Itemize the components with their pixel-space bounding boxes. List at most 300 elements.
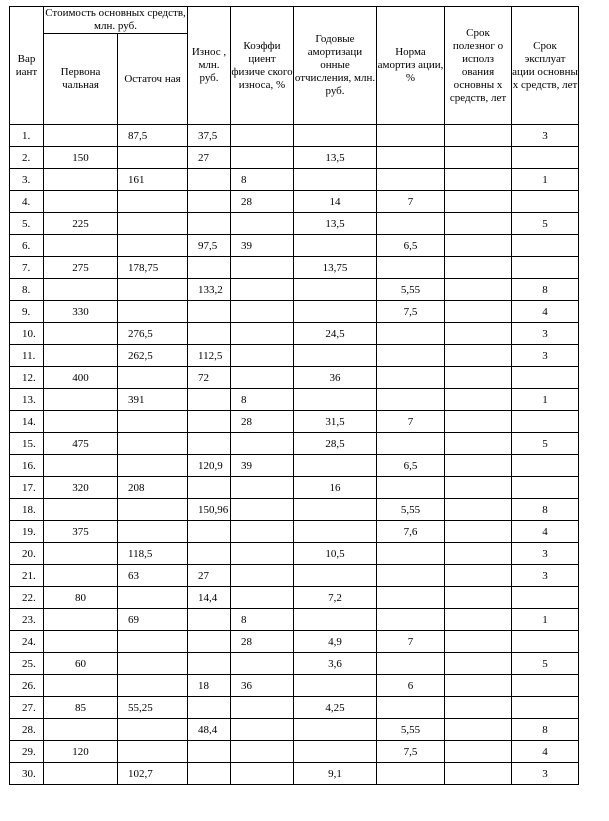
cell-exploit [512, 191, 579, 213]
cell-residual: 55,25 [118, 697, 188, 719]
cell-wear [188, 609, 231, 631]
cell-coef [231, 719, 294, 741]
cell-initial: 80 [44, 587, 118, 609]
cell-variant: 20. [10, 543, 44, 565]
cell-wear [188, 169, 231, 191]
cell-annual [294, 675, 377, 697]
table-row [10, 697, 579, 719]
cell-useful-life [445, 125, 512, 147]
cell-useful-life [445, 411, 512, 433]
cell-coef: 8 [231, 169, 294, 191]
cell-norm: 5,55 [377, 279, 445, 301]
cell-initial [44, 345, 118, 367]
cell-variant: 7. [10, 257, 44, 279]
cell-exploit [512, 587, 579, 609]
cell-residual [118, 719, 188, 741]
cell-annual [294, 719, 377, 741]
cell-exploit [512, 367, 579, 389]
cell-variant: 4. [10, 191, 44, 213]
table-row [10, 741, 579, 763]
cell-variant: 5. [10, 213, 44, 235]
table-row [10, 323, 579, 345]
cell-initial [44, 763, 118, 785]
cell-initial: 330 [44, 301, 118, 323]
cell-coef [231, 477, 294, 499]
cell-variant: 2. [10, 147, 44, 169]
cell-norm: 7 [377, 631, 445, 653]
cell-norm [377, 257, 445, 279]
header-annual: Годовые амортизаци онные отчисления, млн. руб. [294, 7, 377, 125]
cell-initial [44, 169, 118, 191]
cell-useful-life [445, 565, 512, 587]
cell-norm [377, 697, 445, 719]
cell-initial [44, 389, 118, 411]
cell-coef [231, 257, 294, 279]
cell-wear [188, 411, 231, 433]
cell-initial [44, 675, 118, 697]
cell-coef: 28 [231, 411, 294, 433]
table-row [10, 345, 579, 367]
cell-wear [188, 697, 231, 719]
cell-residual [118, 147, 188, 169]
cell-variant: 10. [10, 323, 44, 345]
cell-variant: 1. [10, 125, 44, 147]
cell-residual [118, 433, 188, 455]
cell-annual [294, 565, 377, 587]
cell-annual: 13,5 [294, 147, 377, 169]
cell-coef: 28 [231, 191, 294, 213]
cell-wear: 120,9 [188, 455, 231, 477]
cell-wear [188, 631, 231, 653]
table-row [10, 521, 579, 543]
cell-norm: 5,55 [377, 719, 445, 741]
table-row [10, 719, 579, 741]
cell-initial [44, 455, 118, 477]
cell-initial: 85 [44, 697, 118, 719]
cell-residual [118, 301, 188, 323]
cell-initial [44, 323, 118, 345]
cell-initial [44, 191, 118, 213]
cell-residual [118, 279, 188, 301]
cell-annual [294, 125, 377, 147]
cell-coef [231, 587, 294, 609]
cell-coef [231, 125, 294, 147]
cell-useful-life [445, 389, 512, 411]
cell-residual [118, 235, 188, 257]
table-row [10, 191, 579, 213]
cell-norm [377, 565, 445, 587]
cell-norm [377, 609, 445, 631]
table-row [10, 565, 579, 587]
cell-useful-life [445, 675, 512, 697]
cell-exploit [512, 477, 579, 499]
header-cost-group: Стоимость основных средств, млн. руб. [45, 7, 186, 32]
table-row [10, 125, 579, 147]
cell-initial: 275 [44, 257, 118, 279]
cell-coef: 39 [231, 235, 294, 257]
cell-exploit: 8 [512, 279, 579, 301]
table-row [10, 301, 579, 323]
table-row [10, 763, 579, 785]
cell-annual [294, 279, 377, 301]
cell-useful-life [445, 521, 512, 543]
cell-variant: 26. [10, 675, 44, 697]
cell-residual: 63 [118, 565, 188, 587]
table-row [10, 587, 579, 609]
cell-variant: 8. [10, 279, 44, 301]
cell-norm: 7 [377, 411, 445, 433]
cell-coef [231, 147, 294, 169]
cell-norm: 5,55 [377, 499, 445, 521]
cell-exploit: 4 [512, 741, 579, 763]
cell-exploit [512, 675, 579, 697]
cell-norm: 6 [377, 675, 445, 697]
cell-coef [231, 433, 294, 455]
cell-residual [118, 587, 188, 609]
cell-variant: 24. [10, 631, 44, 653]
cell-variant: 21. [10, 565, 44, 587]
cell-exploit: 1 [512, 389, 579, 411]
cell-residual [118, 675, 188, 697]
cell-useful-life [445, 345, 512, 367]
cell-coef: 36 [231, 675, 294, 697]
cell-useful-life [445, 191, 512, 213]
table-row [10, 257, 579, 279]
cell-wear [188, 653, 231, 675]
cell-coef [231, 499, 294, 521]
cell-norm [377, 433, 445, 455]
cell-variant: 15. [10, 433, 44, 455]
cell-exploit: 3 [512, 763, 579, 785]
cell-coef [231, 741, 294, 763]
cell-norm [377, 169, 445, 191]
cell-exploit: 3 [512, 565, 579, 587]
cell-exploit: 5 [512, 433, 579, 455]
cell-variant: 14. [10, 411, 44, 433]
cell-variant: 30. [10, 763, 44, 785]
cell-initial: 225 [44, 213, 118, 235]
table-row [10, 477, 579, 499]
cell-useful-life [445, 169, 512, 191]
cell-coef [231, 653, 294, 675]
cell-exploit [512, 257, 579, 279]
cell-coef: 8 [231, 389, 294, 411]
cell-residual [118, 411, 188, 433]
cell-useful-life [445, 653, 512, 675]
cell-wear: 150,96 [188, 499, 231, 521]
cell-residual: 391 [118, 389, 188, 411]
cell-variant: 28. [10, 719, 44, 741]
cell-residual: 276,5 [118, 323, 188, 345]
cell-annual [294, 235, 377, 257]
cell-norm [377, 367, 445, 389]
cell-annual: 3,6 [294, 653, 377, 675]
cell-annual [294, 499, 377, 521]
header-residual: Остаточ ная [118, 34, 188, 125]
cell-residual [118, 455, 188, 477]
table-row [10, 609, 579, 631]
cell-wear: 27 [188, 147, 231, 169]
cell-useful-life [445, 433, 512, 455]
cell-annual: 28,5 [294, 433, 377, 455]
cell-residual: 118,5 [118, 543, 188, 565]
cell-initial [44, 125, 118, 147]
header-exploit: Срок эксплуат ации основны х средств, лет [512, 7, 579, 125]
cell-annual [294, 455, 377, 477]
cell-residual: 87,5 [118, 125, 188, 147]
cell-wear [188, 521, 231, 543]
cell-residual [118, 191, 188, 213]
table-row [10, 499, 579, 521]
cell-coef [231, 279, 294, 301]
cell-variant: 3. [10, 169, 44, 191]
cell-coef [231, 543, 294, 565]
cell-initial: 320 [44, 477, 118, 499]
cell-initial [44, 609, 118, 631]
cell-coef [231, 301, 294, 323]
cell-residual: 262,5 [118, 345, 188, 367]
cell-residual [118, 499, 188, 521]
cell-useful-life [445, 301, 512, 323]
cell-coef [231, 521, 294, 543]
table-row [10, 543, 579, 565]
table-row [10, 367, 579, 389]
cell-wear: 48,4 [188, 719, 231, 741]
cell-exploit: 1 [512, 169, 579, 191]
cell-wear [188, 477, 231, 499]
cell-initial [44, 411, 118, 433]
cell-annual: 31,5 [294, 411, 377, 433]
cell-exploit [512, 697, 579, 719]
cell-annual: 13,75 [294, 257, 377, 279]
cell-coef [231, 213, 294, 235]
cell-annual: 4,9 [294, 631, 377, 653]
table-row [10, 279, 579, 301]
cell-useful-life [445, 543, 512, 565]
cell-annual: 36 [294, 367, 377, 389]
cell-wear [188, 191, 231, 213]
cell-coef [231, 323, 294, 345]
cell-useful-life [445, 763, 512, 785]
cell-exploit [512, 631, 579, 653]
cell-variant: 23. [10, 609, 44, 631]
cell-wear [188, 389, 231, 411]
cell-coef [231, 697, 294, 719]
cell-wear [188, 213, 231, 235]
cell-annual: 24,5 [294, 323, 377, 345]
cell-norm: 7,5 [377, 301, 445, 323]
cell-coef [231, 565, 294, 587]
cell-exploit: 5 [512, 653, 579, 675]
cell-wear: 97,5 [188, 235, 231, 257]
cell-wear [188, 741, 231, 763]
cell-annual [294, 609, 377, 631]
cell-exploit [512, 147, 579, 169]
cell-annual [294, 345, 377, 367]
table-row [10, 631, 579, 653]
cell-exploit: 4 [512, 521, 579, 543]
cell-residual: 208 [118, 477, 188, 499]
depreciation-table [9, 6, 579, 785]
cell-annual [294, 521, 377, 543]
cell-residual: 161 [118, 169, 188, 191]
header-useful-life: Срок полезног о исполз ования основны х средств, лет [445, 7, 512, 125]
cell-initial [44, 719, 118, 741]
cell-norm [377, 125, 445, 147]
cell-useful-life [445, 213, 512, 235]
cell-variant: 12. [10, 367, 44, 389]
cell-exploit: 8 [512, 719, 579, 741]
cell-annual [294, 169, 377, 191]
cell-residual [118, 631, 188, 653]
cell-variant: 13. [10, 389, 44, 411]
cell-exploit: 8 [512, 499, 579, 521]
cell-norm: 6,5 [377, 235, 445, 257]
cell-exploit: 4 [512, 301, 579, 323]
cell-useful-life [445, 477, 512, 499]
cell-useful-life [445, 367, 512, 389]
cell-coef [231, 345, 294, 367]
cell-norm [377, 477, 445, 499]
cell-exploit: 5 [512, 213, 579, 235]
cell-wear [188, 433, 231, 455]
cell-norm [377, 763, 445, 785]
cell-norm [377, 389, 445, 411]
cell-coef: 39 [231, 455, 294, 477]
cell-initial: 120 [44, 741, 118, 763]
cell-norm [377, 147, 445, 169]
cell-norm [377, 543, 445, 565]
cell-variant: 19. [10, 521, 44, 543]
cell-exploit: 3 [512, 323, 579, 345]
table-row [10, 411, 579, 433]
cell-exploit: 1 [512, 609, 579, 631]
table-row [10, 147, 579, 169]
table-row [10, 235, 579, 257]
cell-useful-life [445, 257, 512, 279]
cell-residual [118, 367, 188, 389]
cell-annual: 7,2 [294, 587, 377, 609]
cell-exploit [512, 411, 579, 433]
cell-initial [44, 543, 118, 565]
cell-variant: 29. [10, 741, 44, 763]
cell-useful-life [445, 609, 512, 631]
cell-initial: 60 [44, 653, 118, 675]
table-row [10, 653, 579, 675]
header-coef: Коэффи циент физиче ского износа, % [231, 7, 294, 125]
cell-initial: 375 [44, 521, 118, 543]
table-row [10, 169, 579, 191]
cell-wear: 14,4 [188, 587, 231, 609]
cell-variant: 11. [10, 345, 44, 367]
cell-residual [118, 213, 188, 235]
cell-initial: 475 [44, 433, 118, 455]
cell-variant: 27. [10, 697, 44, 719]
cell-annual [294, 741, 377, 763]
cell-wear: 72 [188, 367, 231, 389]
cell-useful-life [445, 455, 512, 477]
table-row [10, 675, 579, 697]
cell-exploit [512, 455, 579, 477]
cell-exploit: 3 [512, 543, 579, 565]
cell-residual [118, 653, 188, 675]
cell-norm [377, 653, 445, 675]
cell-variant: 25. [10, 653, 44, 675]
cell-annual: 9,1 [294, 763, 377, 785]
cell-residual [118, 521, 188, 543]
table-row [10, 455, 579, 477]
cell-initial [44, 279, 118, 301]
cell-wear: 112,5 [188, 345, 231, 367]
cell-useful-life [445, 587, 512, 609]
cell-useful-life [445, 499, 512, 521]
cell-annual [294, 389, 377, 411]
cell-initial: 400 [44, 367, 118, 389]
cell-wear [188, 323, 231, 345]
cell-norm [377, 587, 445, 609]
cell-variant: 17. [10, 477, 44, 499]
cell-initial [44, 235, 118, 257]
cell-annual: 10,5 [294, 543, 377, 565]
cell-wear [188, 543, 231, 565]
cell-useful-life [445, 235, 512, 257]
cell-coef: 28 [231, 631, 294, 653]
cell-variant: 22. [10, 587, 44, 609]
cell-residual [118, 741, 188, 763]
table-row [10, 213, 579, 235]
cell-variant: 6. [10, 235, 44, 257]
cell-residual: 102,7 [118, 763, 188, 785]
cell-useful-life [445, 323, 512, 345]
cell-useful-life [445, 631, 512, 653]
cell-coef [231, 763, 294, 785]
cell-annual: 14 [294, 191, 377, 213]
cell-annual: 4,25 [294, 697, 377, 719]
table-row [10, 389, 579, 411]
cell-norm: 6,5 [377, 455, 445, 477]
cell-initial [44, 499, 118, 521]
cell-useful-life [445, 741, 512, 763]
cell-coef: 8 [231, 609, 294, 631]
cell-norm: 7,6 [377, 521, 445, 543]
cell-wear: 37,5 [188, 125, 231, 147]
cell-variant: 9. [10, 301, 44, 323]
cell-useful-life [445, 147, 512, 169]
cell-norm [377, 213, 445, 235]
cell-annual: 16 [294, 477, 377, 499]
cell-useful-life [445, 279, 512, 301]
table-row [10, 433, 579, 455]
cell-initial [44, 565, 118, 587]
cell-variant: 16. [10, 455, 44, 477]
cell-exploit: 3 [512, 345, 579, 367]
cell-initial [44, 631, 118, 653]
cell-wear: 18 [188, 675, 231, 697]
table-body [10, 125, 579, 785]
header-norm: Норма амортиз ации, % [377, 7, 445, 125]
cell-coef [231, 367, 294, 389]
cell-annual: 13,5 [294, 213, 377, 235]
cell-wear [188, 763, 231, 785]
cell-useful-life [445, 719, 512, 741]
header-initial: Первона чальная [44, 34, 118, 125]
cell-wear [188, 301, 231, 323]
cell-residual: 178,75 [118, 257, 188, 279]
header-wear: Износ , млн. руб. [188, 7, 231, 125]
cell-residual: 69 [118, 609, 188, 631]
cell-norm: 7 [377, 191, 445, 213]
cell-norm [377, 345, 445, 367]
